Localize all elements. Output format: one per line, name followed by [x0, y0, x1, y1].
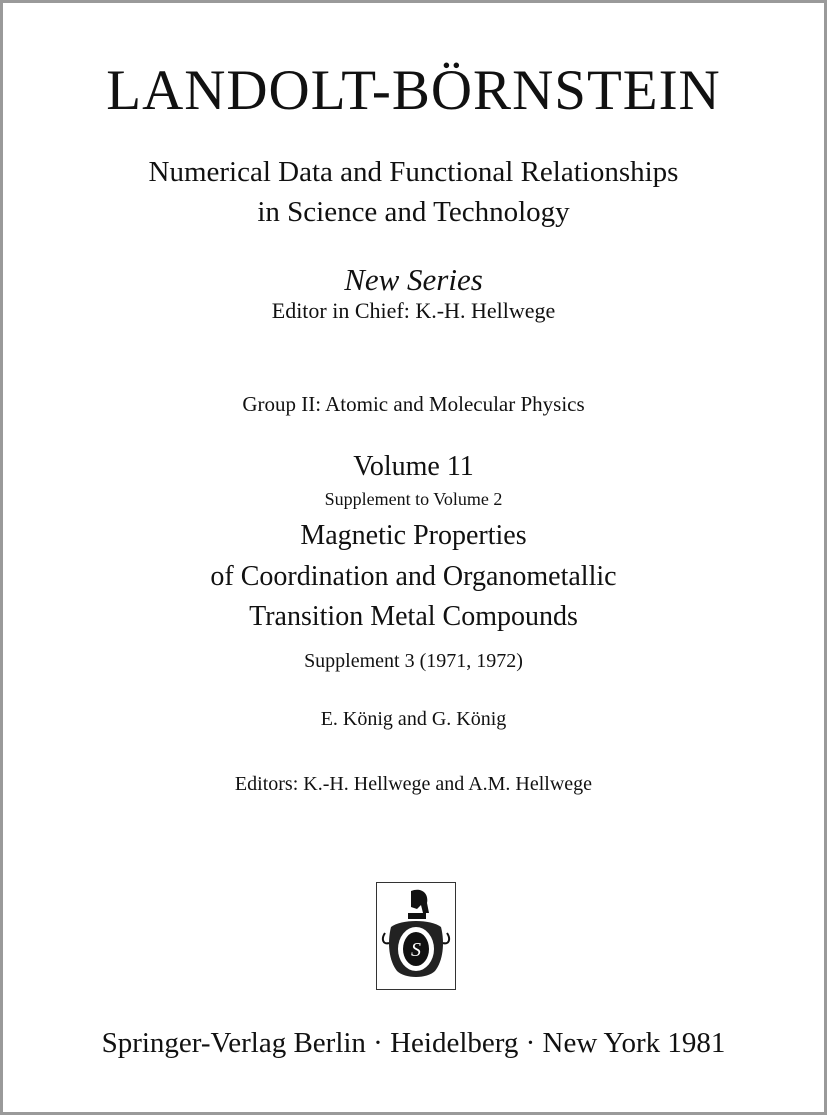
springer-knight-logo — [376, 882, 456, 990]
editors: Editors: K.-H. Hellwege and A.M. Hellwege — [234, 773, 593, 795]
new-series-label: New Series — [344, 262, 483, 297]
volume-supplement: Supplement to Volume 2 — [324, 489, 503, 509]
subtitle-line-1: Numerical Data and Functional Relationships — [148, 156, 679, 188]
volume-number: Volume 11 — [353, 451, 474, 482]
supplement-label: Supplement 3 (1971, 1972) — [304, 650, 523, 672]
volume-title-line-3: Transition Metal Compounds — [249, 601, 578, 632]
group-label: Group II: Atomic and Molecular Physics — [242, 392, 585, 416]
publisher-line: Springer-Verlag Berlin · Heidelberg · New York 1981 — [101, 1027, 726, 1059]
subtitle-line-2: in Science and Technology — [257, 196, 570, 228]
series-title: LANDOLT-BÖRNSTEIN — [106, 59, 721, 122]
authors: E. König and G. König — [320, 708, 507, 730]
editor-in-chief: Editor in Chief: K.-H. Hellwege — [271, 298, 556, 323]
volume-title-line-2: of Coordination and Organometallic — [210, 561, 617, 592]
volume-title-line-1: Magnetic Properties — [300, 520, 527, 551]
svg-text:S: S — [411, 939, 421, 961]
